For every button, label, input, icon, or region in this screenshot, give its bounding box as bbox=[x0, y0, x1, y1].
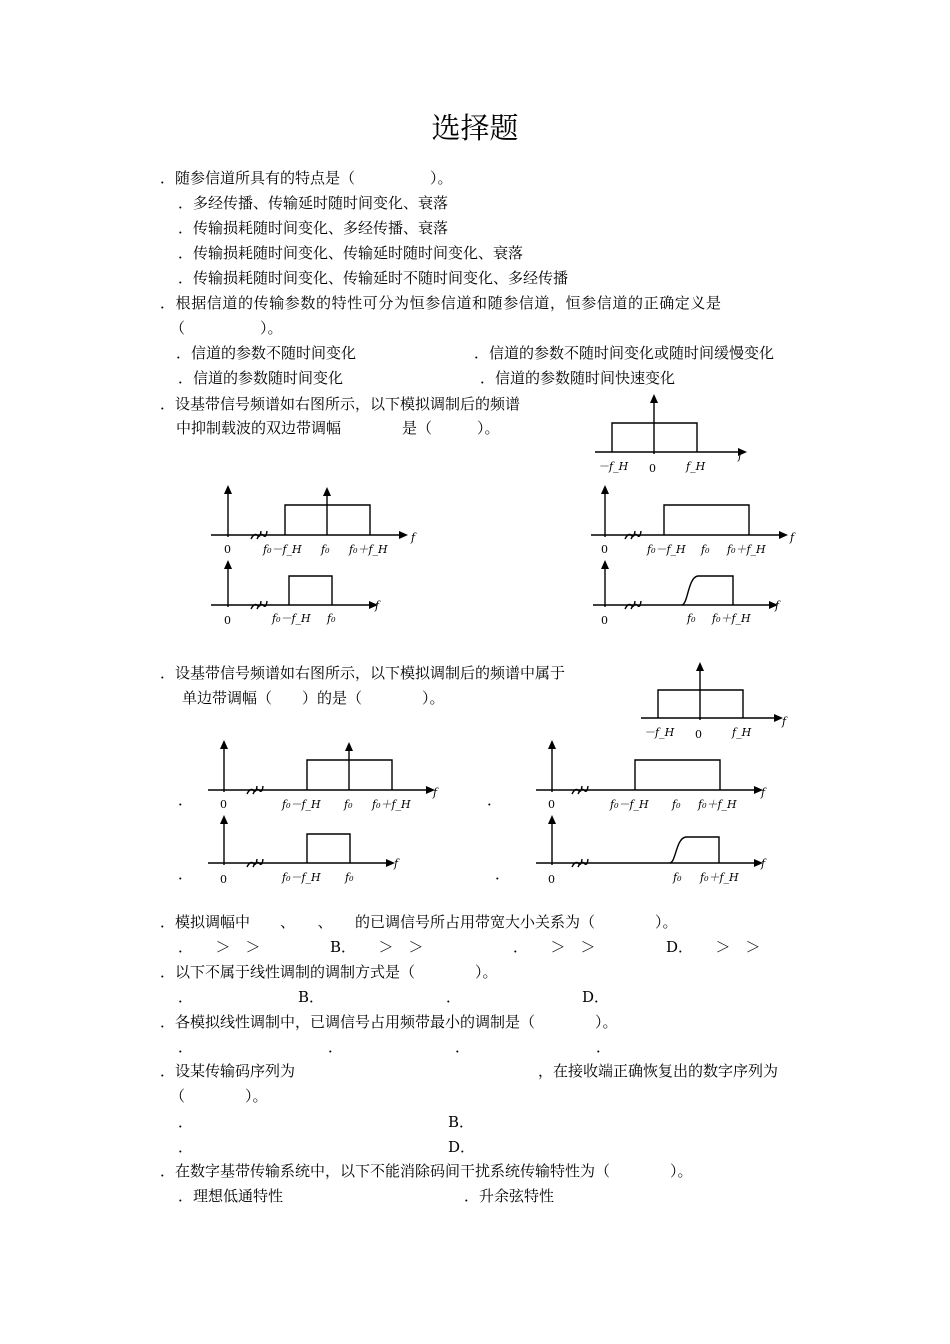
origin-label: 0 bbox=[649, 462, 656, 475]
neg-fh-label: －f_H bbox=[644, 726, 675, 739]
q3-option-b-spectrum bbox=[585, 483, 805, 563]
f0-minus-fh-label: f₀－f_H bbox=[263, 543, 302, 556]
f0-plus-fh-label: f₀＋f_H bbox=[727, 543, 766, 556]
q8-option-b: B． bbox=[448, 1113, 475, 1131]
q5-option-a: ． ＞ ＞ bbox=[178, 938, 261, 956]
q5-option-d: D． ＞ ＞ bbox=[666, 938, 761, 956]
q3-baseband-spectrum bbox=[590, 392, 760, 482]
f0-plus-fh-label: f₀＋f_H bbox=[712, 612, 751, 625]
q7-option-c: ． bbox=[455, 1038, 471, 1056]
f-axis-label: f bbox=[761, 857, 766, 870]
q4-option-c-spectrum bbox=[202, 815, 422, 887]
f0-plus-fh-label: f₀＋f_H bbox=[372, 798, 411, 811]
q8-stem-line1: ．设某传输码序列为 bbox=[160, 1062, 296, 1080]
q3-option-c-spectrum bbox=[205, 560, 405, 632]
origin-label: 0 bbox=[695, 728, 702, 741]
f0-minus-fh-label: f₀－f_H bbox=[282, 871, 321, 884]
q4-baseband-spectrum bbox=[636, 660, 806, 750]
f-axis-label: f bbox=[775, 599, 780, 612]
f0-minus-fh-label: f₀－f_H bbox=[647, 543, 686, 556]
origin-label: 0 bbox=[220, 798, 227, 811]
q4-option-a-spectrum bbox=[202, 738, 452, 818]
f0-label: f₀ bbox=[701, 543, 710, 556]
f-axis-label: f bbox=[411, 531, 416, 544]
q6-option-d: D． bbox=[582, 988, 610, 1006]
q8-stem-line2: （ ）。 bbox=[170, 1087, 268, 1105]
q2-stem-line1: ．根据信道的传输参数的特性可分为恒参信道和随参信道，恒参信道的正确定义是 bbox=[160, 294, 722, 312]
f0-plus-fh-label: f₀＋f_H bbox=[698, 798, 737, 811]
origin-label: 0 bbox=[220, 873, 227, 886]
f-axis-label: f bbox=[782, 715, 787, 728]
q6-option-b: B． bbox=[298, 988, 325, 1006]
fh-label: f_H bbox=[732, 726, 752, 739]
origin-label: 0 bbox=[224, 543, 231, 556]
q3-option-d-spectrum bbox=[585, 560, 805, 632]
q2-option-d: ．信道的参数随时间快速变化 bbox=[480, 369, 676, 387]
q8-option-d: D． bbox=[448, 1138, 476, 1156]
f-axis-label: f bbox=[394, 857, 399, 870]
q3-stem-line1: ．设基带信号频谱如右图所示，以下模拟调制后的频谱 bbox=[160, 395, 521, 413]
q2-option-b: ．信道的参数不随时间变化或随时间缓慢变化 bbox=[474, 344, 775, 362]
q1-option-c: ．传输损耗随时间变化、传输延时随时间变化、衰落 bbox=[178, 244, 524, 262]
q6-option-c: ． bbox=[446, 988, 462, 1006]
f0-plus-fh-label: f₀＋f_H bbox=[700, 871, 739, 884]
f0-label: f₀ bbox=[345, 871, 354, 884]
f-axis-label: f bbox=[790, 531, 795, 544]
q2-stem-line2: （ ）。 bbox=[170, 319, 283, 337]
q1-option-a: ．多经传播、传输延时随时间变化、衰落 bbox=[178, 194, 449, 212]
f0-minus-fh-label: f₀－f_H bbox=[282, 798, 321, 811]
origin-label: 0 bbox=[601, 614, 608, 627]
q9-stem: ．在数字基带传输系统中，以下不能消除码间干扰系统传输特性为（ ）。 bbox=[160, 1162, 693, 1180]
q8-option-c: ． bbox=[178, 1138, 194, 1156]
q3-option-a-spectrum bbox=[205, 483, 425, 563]
origin-label: 0 bbox=[548, 798, 555, 811]
q7-option-d: ． bbox=[596, 1038, 612, 1056]
q4-option-b-spectrum bbox=[530, 738, 780, 818]
page-title: 选择题 bbox=[431, 111, 519, 145]
q4-option-a-marker: ． bbox=[178, 791, 194, 809]
fh-label: f_H bbox=[686, 460, 706, 473]
f-axis-label: f bbox=[738, 449, 743, 462]
q5-option-c: ． ＞ ＞ bbox=[513, 938, 596, 956]
f0-label: f₀ bbox=[687, 612, 696, 625]
q7-option-a: ． bbox=[178, 1038, 194, 1056]
q5-option-b: B． ＞ ＞ bbox=[330, 938, 424, 956]
q4-option-b-marker: ． bbox=[487, 791, 503, 809]
q6-option-a: ． bbox=[178, 988, 194, 1006]
f0-plus-fh-label: f₀＋f_H bbox=[349, 543, 388, 556]
q9-option-b: ．升余弦特性 bbox=[464, 1187, 555, 1205]
q4-option-d-marker: ． bbox=[495, 865, 511, 883]
q7-stem: ．各模拟线性调制中，已调信号占用频带最小的调制是（ ）。 bbox=[160, 1013, 618, 1031]
f0-minus-fh-label: f₀－f_H bbox=[610, 798, 649, 811]
f-axis-label: f bbox=[761, 786, 766, 799]
origin-label: 0 bbox=[548, 873, 555, 886]
f-axis-label: f bbox=[433, 786, 438, 799]
q1-option-b: ．传输损耗随时间变化、多经传播、衰落 bbox=[178, 219, 449, 237]
q2-option-a: ．信道的参数不随时间变化 bbox=[176, 344, 357, 362]
q7-option-b: ． bbox=[328, 1038, 344, 1056]
q8-option-a: ． bbox=[178, 1113, 194, 1131]
q4-option-d-spectrum bbox=[530, 815, 780, 887]
origin-label: 0 bbox=[601, 543, 608, 556]
q6-stem: ．以下不属于线性调制的调制方式是（ ）。 bbox=[160, 963, 498, 981]
f0-label: f₀ bbox=[672, 798, 681, 811]
q2-option-c: ．信道的参数随时间变化 bbox=[178, 369, 344, 387]
f0-label: f₀ bbox=[327, 612, 336, 625]
q3-stem-line3: 是（ ）。 bbox=[402, 419, 500, 437]
neg-fh-label: －f_H bbox=[598, 460, 629, 473]
q9-option-a: ．理想低通特性 bbox=[178, 1187, 284, 1205]
f-axis-label: f bbox=[375, 599, 380, 612]
origin-label: 0 bbox=[224, 614, 231, 627]
q1-option-d: ．传输损耗随时间变化、传输延时不随时间变化、多经传播 bbox=[178, 269, 569, 287]
q3-stem-line2: 中抑制载波的双边带调幅 bbox=[176, 419, 342, 437]
q1-stem: ．随参信道所具有的特点是（ ）。 bbox=[160, 169, 453, 187]
f0-label: f₀ bbox=[321, 543, 330, 556]
f0-minus-fh-label: f₀－f_H bbox=[272, 612, 311, 625]
f0-label: f₀ bbox=[673, 871, 682, 884]
q5-stem: ．模拟调幅中 、 、 的已调信号所占用带宽大小关系为（ ）。 bbox=[160, 913, 678, 931]
q4-option-c-marker: ． bbox=[178, 865, 194, 883]
q8-stem-line1b: ，在接收端正确恢复出的数字序列为 bbox=[538, 1062, 779, 1080]
f0-label: f₀ bbox=[344, 798, 353, 811]
q4-stem-line2: 单边带调幅（ ）的是（ ）。 bbox=[182, 689, 445, 707]
q4-stem-line1: ．设基带信号频谱如右图所示，以下模拟调制后的频谱中属于 bbox=[160, 664, 566, 682]
